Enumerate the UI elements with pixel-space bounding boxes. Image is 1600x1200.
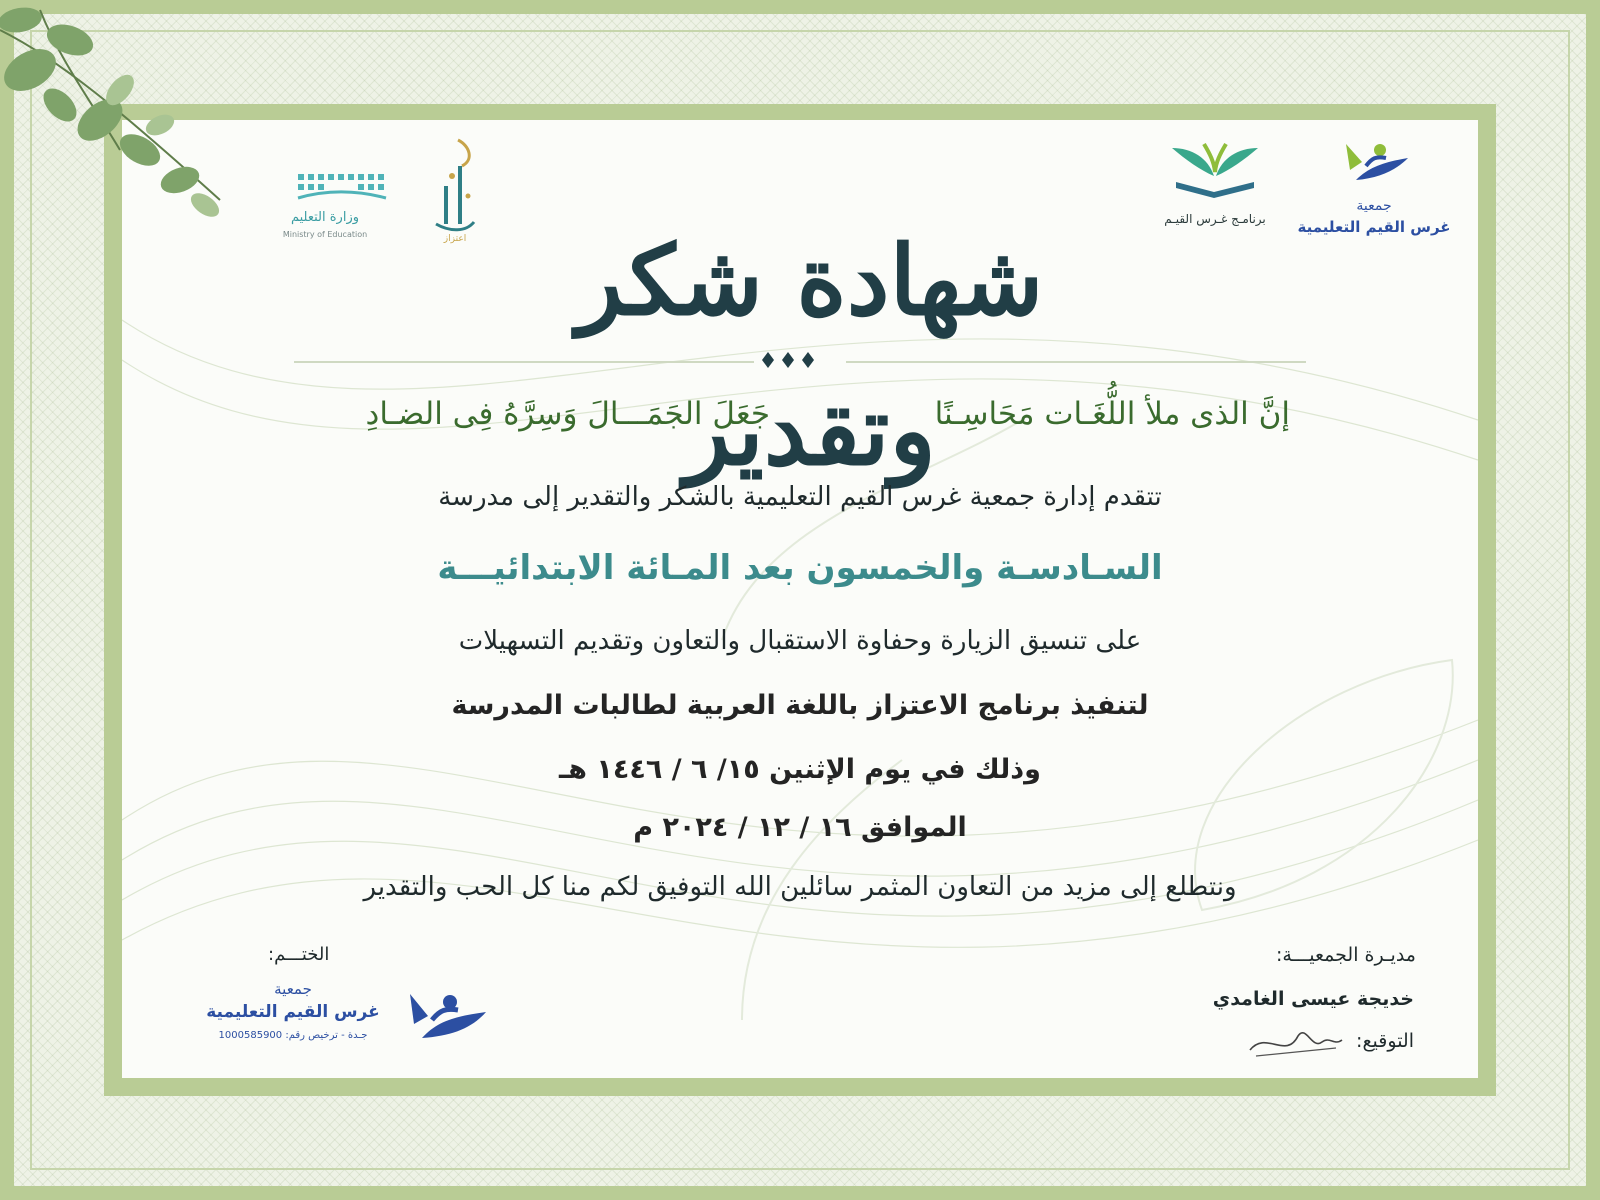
open-book-leaves-icon — [1164, 136, 1266, 200]
closing-text: ونتطلع إلى مزيد من التعاون المثمر سائلين الله التوفيق لكم منا كل الحب والتقدير — [363, 872, 1237, 902]
certificate-title: شهادة شكر وتقدير — [576, 224, 1044, 487]
stamp-line3: جـدة - ترخيص رقم: 1000585900 — [218, 1030, 368, 1041]
stamp-sprout-icon — [398, 984, 494, 1054]
hijri-date: وذلك في يوم الإثنين ١٥/ ٦ / ١٤٤٦ هـ — [559, 754, 1041, 785]
program-caption: برنامـج غـرس القيـم — [1164, 212, 1266, 226]
ministry-name-en: Ministry of Education — [282, 230, 368, 239]
ietizaz-logo — [430, 136, 480, 250]
association-stamp — [198, 980, 498, 1060]
ietizaz-caption: اعتزاز — [443, 234, 467, 244]
association-sprout-icon — [1336, 136, 1416, 192]
ministry-name-ar: وزارة التعليم — [290, 210, 360, 225]
title-dots-ornament — [762, 350, 832, 372]
director-name: خديجة عيسى الغامدي — [1212, 988, 1414, 1010]
association-line1: جمعية — [1356, 198, 1392, 214]
stamp-label: الختـــم: — [268, 944, 330, 965]
ietizaz-calligraphy-icon — [430, 136, 480, 232]
body-reason: على تنسيق الزيارة وحفاوة الاستقبال والتعاون وتقديم التسهيلات — [458, 626, 1142, 656]
verse-second-hemistich: جَعَلَ الجَمَـــالَ وَسِرَّهُ فِى الضـادِ — [365, 396, 770, 432]
verse-first-hemistich: إنَّ الذى ملأ اللُّغَـات مَحَاسِـنًا — [934, 396, 1290, 432]
school-name: السـادسـة والخمسون بعد المـائة الابتدائيـــة — [437, 548, 1163, 588]
divider-left — [294, 361, 754, 363]
ministry-dots-icon — [296, 170, 392, 204]
body-intro: تتقدم إدارة جمعية غرس القيم التعليمية بالشكر والتقدير إلى مدرسة — [438, 482, 1162, 512]
stamp-line2: غرس القيم التعليمية — [206, 1002, 380, 1022]
eucalyptus-leaves-decoration — [0, 0, 260, 260]
director-role-label: مديـرة الجمعيـــة: — [1276, 944, 1416, 966]
ghars-program-logo — [1150, 136, 1280, 232]
association-line2: غرس القيم التعليمية — [1297, 218, 1451, 236]
ministry-of-education-logo — [250, 170, 400, 248]
signature-label: التوقيع: — [1356, 1030, 1414, 1052]
body-program: لتنفيذ برنامج الاعتزاز باللغة العربية لطالبات المدرسة — [451, 690, 1149, 721]
divider-right — [846, 361, 1306, 363]
ghars-association-logo — [1296, 136, 1452, 244]
stamp-line1: جمعية — [274, 980, 312, 998]
gregorian-date: الموافق ١٦ / ١٢ / ٢٠٢٤ م — [633, 812, 967, 843]
handwritten-signature-icon — [1246, 1020, 1346, 1064]
